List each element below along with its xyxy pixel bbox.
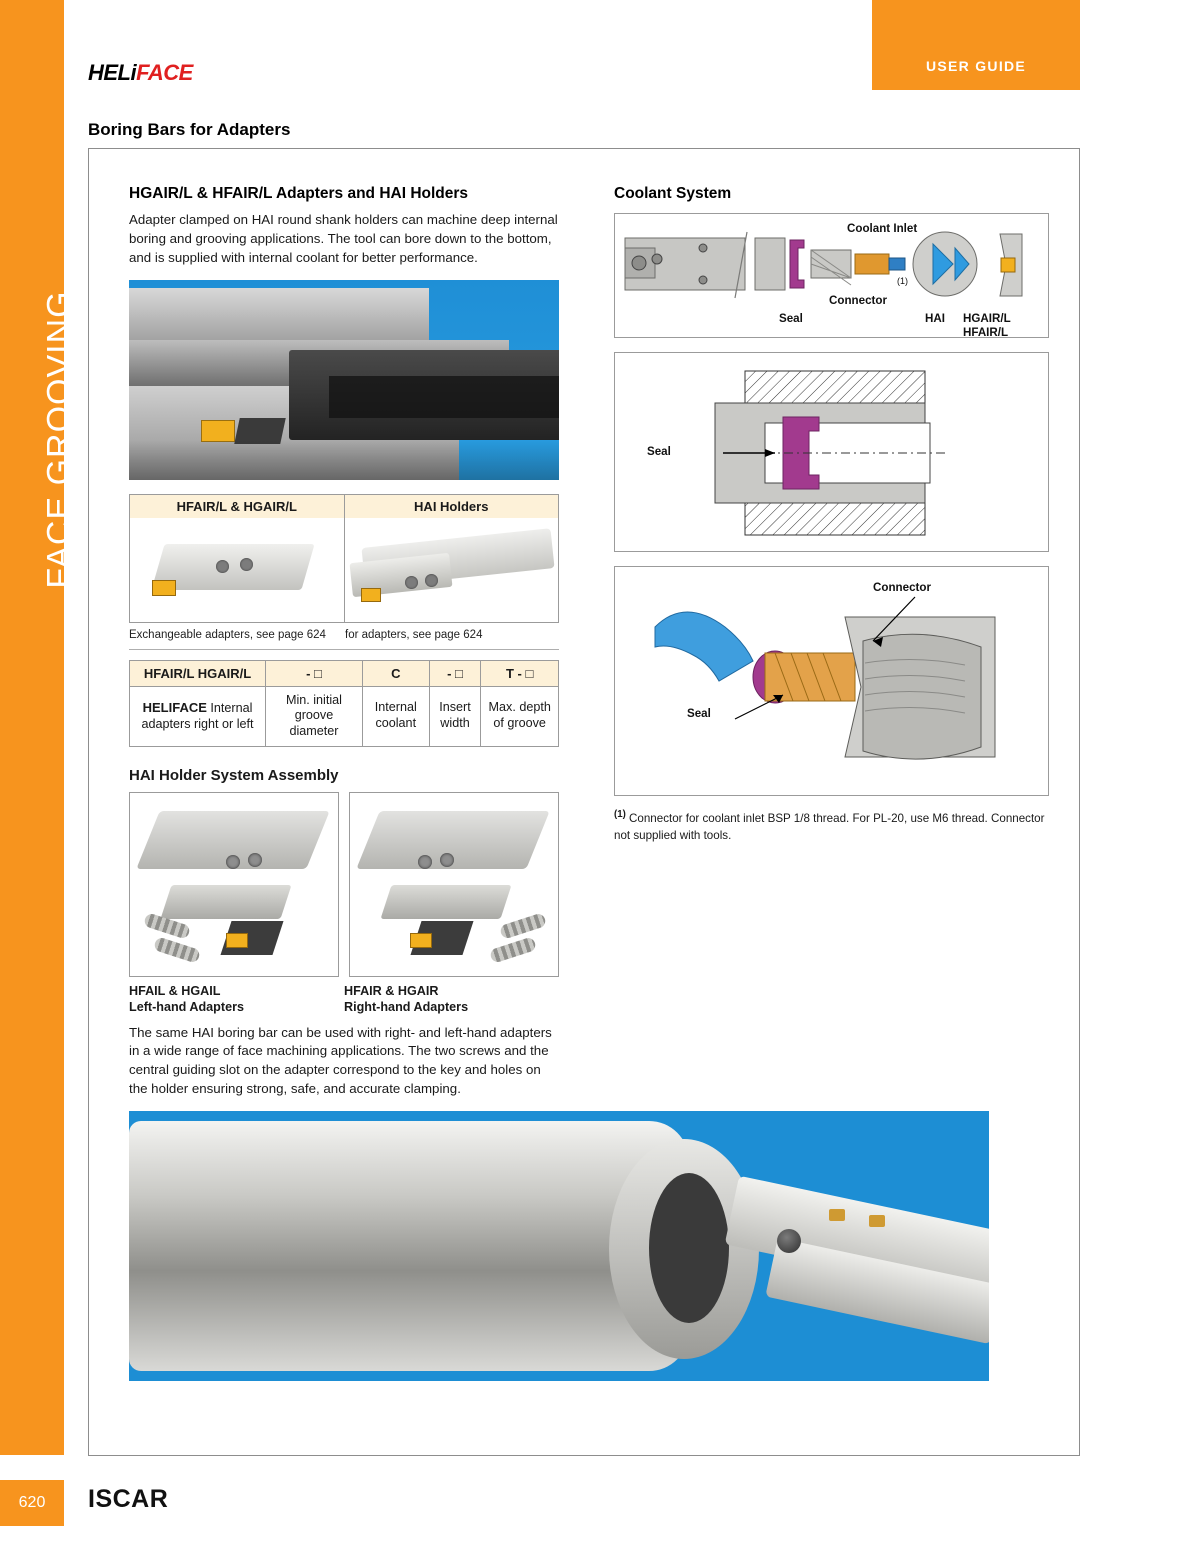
seal-section-svg: [615, 353, 1050, 553]
footnote-text: Connector for coolant inlet BSP 1/8 thread. For PL-20, use M6 thread. Connector not supplied with tools.: [614, 811, 1045, 842]
asm-r-insert: [410, 933, 432, 948]
user-guide-tab: [872, 0, 1080, 90]
adapter-hole-2: [240, 558, 253, 571]
heliface-logo: [88, 60, 193, 86]
caption-left-hand-line1: HFAIL & HGAIL: [129, 983, 221, 998]
seal-section-diagram: [614, 352, 1049, 552]
caption-left-hand: [129, 983, 344, 1016]
footer-brand: ISCAR: [88, 1485, 169, 1513]
user-guide-label: USER GUIDE: [925, 58, 1027, 74]
side-tab-label: FACE GROOVING: [40, 290, 79, 589]
td-designation-desc: [130, 686, 266, 746]
caption-right-hand-line1: HFAIR & HGAIR: [344, 983, 439, 998]
boring-bar-photo: [129, 280, 559, 480]
app-photo-detail-2: [869, 1215, 885, 1227]
label-footnote-ref: (1): [897, 276, 908, 286]
asm-r-screw-2: [489, 936, 537, 964]
assembly-description: The same HAI boring bar can be used with right- and left-hand adapters in a wide range of face machining applications. The two screws and the central guiding slot on the adapter correspond to the key and holes on the holder ensuring strong, safe, and accurate clamping.: [129, 1024, 552, 1097]
logo-face-text: FACE: [136, 60, 193, 85]
note-exchangeable-adapters: Exchangeable adapters, see page 624: [129, 628, 326, 641]
application-photo: [129, 1111, 989, 1381]
coolant-path-diagram: [614, 213, 1049, 338]
label-seal-cutaway: Seal: [687, 707, 711, 720]
logo-heli-text: HELi: [88, 60, 137, 85]
strip-header-adapters: HFAIR/L & HGAIR/L: [130, 495, 345, 518]
asm-l-hole-1: [226, 855, 240, 869]
table-row: [130, 686, 559, 746]
td-designation-rest: Internal adapters right or left: [141, 700, 254, 731]
footnote-marker: (1): [614, 809, 626, 820]
strip-header-holders: HAI Holders: [345, 495, 559, 518]
connector-cutaway-diagram: [614, 566, 1049, 796]
side-tab-bar: [0, 0, 79, 1455]
asm-r-screw-1: [499, 912, 547, 940]
label-seal: Seal: [779, 312, 803, 325]
th-designation: HFAIR/L HGAIR/L: [130, 660, 266, 686]
product-strip-photos: [129, 518, 559, 623]
holder-hole-1: [405, 576, 418, 589]
assembly-title: HAI Holder System Assembly: [129, 766, 339, 784]
left-column: [129, 185, 559, 1381]
app-photo-workpiece: [129, 1121, 689, 1371]
label-connector-cutaway: Connector: [873, 581, 931, 594]
label-adapter-line2: HFAIR/L: [963, 326, 1009, 339]
asm-r-hole-2: [440, 853, 454, 867]
coolant-system-title: Coolant System: [614, 185, 732, 202]
assembly-captions: [129, 983, 559, 1016]
connector-cutaway-svg: [615, 567, 1050, 797]
asm-r-adapter-plate: [380, 885, 511, 919]
app-photo-bore: [649, 1173, 729, 1323]
label-connector: Connector: [829, 294, 887, 307]
label-adapter-line1: HGAIR/L: [963, 312, 1011, 325]
footer-divider: [72, 1478, 73, 1530]
asm-l-adapter-plate: [160, 885, 291, 919]
left-section-title: HGAIR/L & HFAIR/L Adapters and HAI Holders: [129, 185, 469, 202]
note-for-adapters: for adapters, see page 624: [345, 628, 483, 641]
td-internal-coolant: Internal coolant: [362, 686, 429, 746]
td-max-depth: Max. depth of groove: [481, 686, 559, 746]
asm-l-hole-2: [248, 853, 262, 867]
right-column: [614, 185, 1049, 844]
asm-l-insert: [226, 933, 248, 948]
th-coolant-code: C: [362, 660, 429, 686]
holder-insert: [361, 588, 381, 602]
asm-r-hole-1: [418, 855, 432, 869]
adapter-insert: [152, 580, 176, 596]
label-hai: HAI: [925, 312, 945, 325]
asm-l-screw-2: [153, 936, 201, 964]
designation-table: [129, 660, 559, 747]
caption-right-hand: [344, 983, 559, 1016]
adapter-photo: [130, 518, 345, 622]
th-max-depth: T - □: [481, 660, 559, 686]
photo-insert: [201, 420, 235, 442]
table-header-row: [130, 660, 559, 686]
assembly-left-hand-diagram: [129, 792, 339, 977]
td-min-groove-dia: Min. initial groove diameter: [266, 686, 363, 746]
app-photo-detail-1: [829, 1209, 845, 1221]
caption-left-hand-line2: Left-hand Adapters: [129, 1000, 244, 1015]
content-frame: [88, 148, 1080, 1456]
photo-shank-upper: [129, 288, 429, 348]
page-number-badge: [0, 1480, 64, 1526]
coolant-footnote: [614, 808, 1049, 844]
strip-notes: [129, 623, 559, 650]
product-strip-headers: [129, 494, 559, 518]
td-insert-width: Insert width: [429, 686, 481, 746]
th-min-groove-dia: - □: [266, 660, 363, 686]
assembly-diagrams: [129, 792, 559, 977]
page-number: 620: [18, 1494, 46, 1511]
label-coolant-inlet: Coolant Inlet: [847, 222, 918, 235]
th-insert-width: - □: [429, 660, 481, 686]
holder-photo: [345, 518, 559, 622]
assembly-right-hand-diagram: [349, 792, 559, 977]
page-title: Boring Bars for Adapters: [88, 120, 291, 139]
holder-hole-2: [425, 574, 438, 587]
photo-dark-bar-inner: [329, 376, 559, 418]
adapter-hole-1: [216, 560, 229, 573]
left-intro-text: Adapter clamped on HAI round shank holders can machine deep internal boring and grooving applications. The tool can bore down to the bottom, and is supplied with internal coolant for better performance.: [129, 212, 558, 265]
photo-shadow: [129, 440, 559, 480]
label-seal-section: Seal: [647, 445, 671, 458]
caption-right-hand-line2: Right-hand Adapters: [344, 1000, 469, 1015]
app-photo-screw-1: [777, 1229, 801, 1253]
td-brand: HELIFACE: [142, 699, 207, 715]
